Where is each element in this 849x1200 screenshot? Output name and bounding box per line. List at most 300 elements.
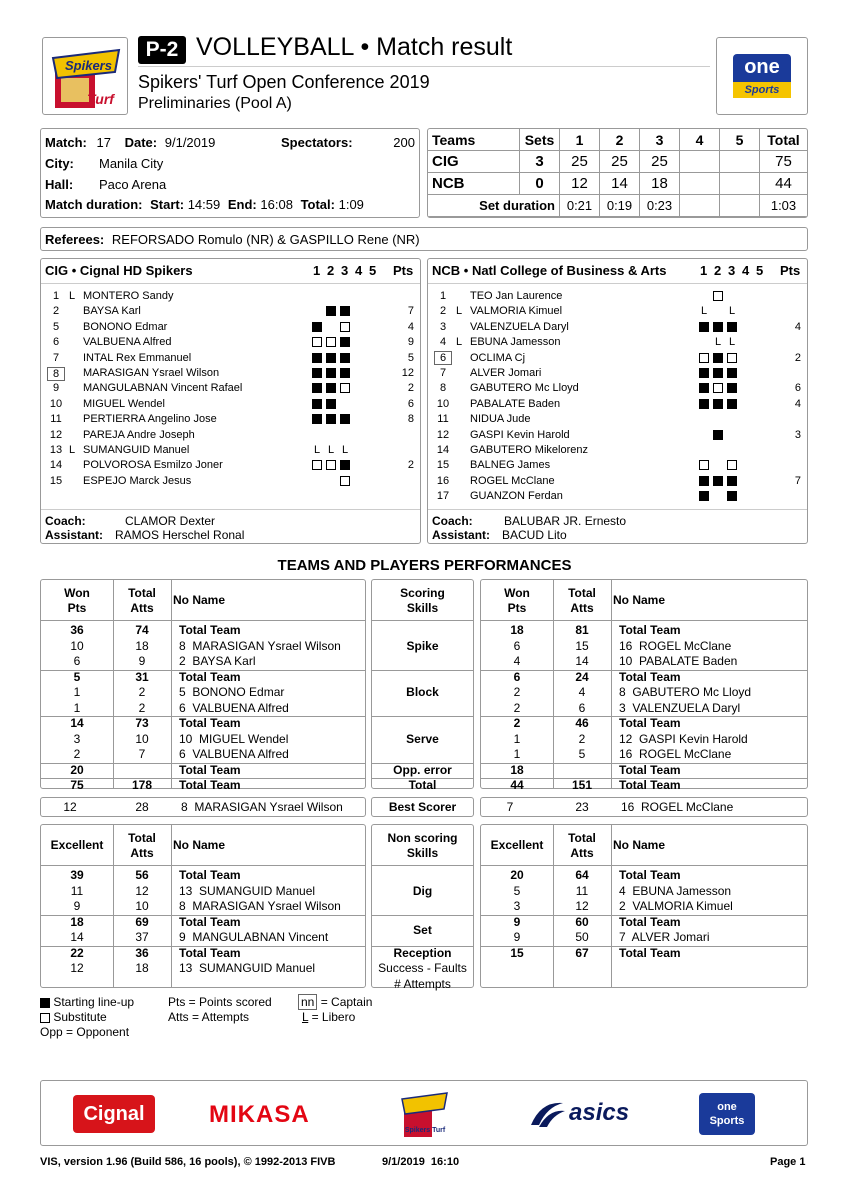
perf-value: 75 xyxy=(70,778,84,792)
legend-opp: Opp = Opponent xyxy=(40,1025,130,1039)
legend-substitute xyxy=(40,1010,107,1024)
set-lineup-cell xyxy=(698,458,710,473)
player-row xyxy=(428,474,807,489)
duration-line xyxy=(45,197,364,212)
scoring-left-box xyxy=(40,579,366,792)
best-scorer-name: 16 ROGEL McClane xyxy=(621,800,734,814)
set-lineup-cell xyxy=(698,351,710,366)
team-b-box xyxy=(427,258,808,544)
asics-stripes-icon xyxy=(527,1099,567,1129)
set-lineup-cell xyxy=(325,381,337,396)
perf-value: 18 xyxy=(510,623,524,637)
perf-attempts: 11 xyxy=(575,883,589,898)
perf-header-rule xyxy=(372,620,473,621)
sponsor-caption: Spikers Turf xyxy=(404,1127,446,1134)
perf-player: Total Team xyxy=(619,914,681,929)
hall-label: Hall: xyxy=(45,177,74,192)
starter-square-icon xyxy=(326,399,336,409)
set-lineup-cell xyxy=(339,412,351,427)
one-sports-sponsor-logo: one Sports xyxy=(699,1093,755,1135)
player-row xyxy=(428,289,807,304)
player-number: 12 xyxy=(436,428,450,441)
player-points: 8 xyxy=(407,413,414,426)
starter-square-icon xyxy=(727,491,737,501)
starter-square-icon xyxy=(312,368,322,378)
set-lineup-cell xyxy=(726,381,738,396)
substitute-square-icon xyxy=(40,1013,50,1023)
hall-value: Paco Arena xyxy=(99,177,167,192)
set-lineup-cell xyxy=(339,474,351,489)
starter-square-icon xyxy=(699,491,709,501)
end-value: 16:08 xyxy=(260,197,293,212)
perf-player: Total Team xyxy=(619,762,681,777)
perf-header: Total xyxy=(128,831,156,845)
player-number: 8 xyxy=(47,367,65,381)
substitute-square-icon xyxy=(340,322,350,332)
starter-square-icon xyxy=(40,998,50,1008)
referees-line xyxy=(45,232,420,247)
player-name: PABALATE Baden xyxy=(470,397,561,410)
starter-square-icon xyxy=(340,414,350,424)
set-lineup-cell xyxy=(712,381,724,396)
starter-square-icon xyxy=(326,368,336,378)
footer-version: VIS, version 1.96 (Build 586, 16 pools), © 1992-2013 FIVB xyxy=(40,1156,336,1168)
perf-player: Total Team xyxy=(179,868,241,882)
result-header: 5 xyxy=(720,129,760,151)
scoring-center-box xyxy=(371,579,474,793)
perf-player: 2 VALMORIA Kimuel xyxy=(619,899,733,913)
perf-value: 3 xyxy=(513,899,521,913)
best-scorer-atts: 28 xyxy=(135,800,149,814)
perf-player: 6 VALBUENA Alfred xyxy=(179,747,289,761)
pts-header: Pts xyxy=(393,263,414,278)
result-header: 4 xyxy=(680,129,720,151)
player-name: MANGULABNAN Vincent Rafael xyxy=(83,382,243,395)
player-name: BAYSA Karl xyxy=(83,305,141,318)
perf-value: 1 xyxy=(513,747,521,761)
set-duration: 0:19 xyxy=(600,195,640,217)
perf-player: 13 SUMANGUID Manuel xyxy=(179,961,316,975)
libero-mark: L xyxy=(302,1010,309,1024)
player-row xyxy=(41,381,420,396)
starter-square-icon xyxy=(699,368,709,378)
perf-player: Total Team xyxy=(179,945,241,960)
perf-value: 14 xyxy=(70,930,84,944)
team-a-rule xyxy=(41,283,420,284)
team-a-roster xyxy=(41,289,420,489)
player-points: 3 xyxy=(794,428,801,441)
starter-square-icon xyxy=(713,476,723,486)
player-points: 2 xyxy=(407,382,414,395)
perf-attempts: 50 xyxy=(575,930,589,944)
perf-value: 18 xyxy=(70,914,84,929)
starter-square-icon xyxy=(312,353,322,363)
skill-label: Block xyxy=(406,685,439,700)
set-lineup-cell xyxy=(339,458,351,473)
player-row xyxy=(41,474,420,489)
result-box xyxy=(427,128,808,218)
set-libero-mark: L xyxy=(327,443,335,456)
skill-group-rule xyxy=(372,670,473,671)
best-scorer-label: Best Scorer xyxy=(388,800,457,814)
team-b-title: NCB • Natl College of Business & Arts xyxy=(432,263,667,278)
player-points: 9 xyxy=(407,336,414,349)
perf-attempts: 36 xyxy=(135,945,149,960)
player-number: 3 xyxy=(439,320,447,333)
player-number: 14 xyxy=(436,443,450,456)
best-scorer-pts: 12 xyxy=(63,800,77,814)
perf-attempts: 14 xyxy=(575,654,589,668)
player-name: GASPI Kevin Harold xyxy=(470,428,570,441)
player-row xyxy=(41,351,420,366)
set-lineup-cell xyxy=(325,304,337,319)
captain-box: nn xyxy=(298,994,317,1010)
set-libero-mark: L xyxy=(728,336,736,349)
perf-player: Total Team xyxy=(619,623,681,637)
team-b-rule xyxy=(428,283,807,284)
match-date: 9/1/2019 xyxy=(164,135,216,150)
phase-name: Preliminaries (Pool A) xyxy=(138,95,292,112)
perf-value: 22 xyxy=(70,945,84,960)
end-label: End: xyxy=(227,197,257,212)
perf-attempts: 9 xyxy=(138,654,146,668)
player-row xyxy=(428,428,807,443)
perf-header: Scoring xyxy=(400,586,445,600)
coach-name: BALUBAR JR. Ernesto xyxy=(504,514,627,528)
city-value: Manila City xyxy=(99,156,164,171)
set-libero-mark: L xyxy=(700,305,708,318)
team-b-assistant xyxy=(432,528,567,542)
player-row xyxy=(41,366,420,381)
substitute-square-icon xyxy=(326,460,336,470)
substitute-square-icon xyxy=(699,353,709,363)
set-lineup-cell xyxy=(712,320,724,335)
set-lineup-cell xyxy=(726,320,738,335)
perf-value: 10 xyxy=(70,638,84,653)
cignal-logo: Cignal xyxy=(73,1095,155,1133)
skill-group-rule xyxy=(372,716,473,717)
set-lineup-cell xyxy=(726,351,738,366)
player-points: 2 xyxy=(794,351,801,364)
player-name: INTAL Rex Emmanuel xyxy=(83,351,192,364)
set-lineup-cell xyxy=(339,351,351,366)
player-row xyxy=(41,335,420,350)
set-lineup-cell xyxy=(325,366,337,381)
nonscoring-right-box xyxy=(480,824,808,988)
player-row xyxy=(428,381,807,396)
legend-text: = Captain xyxy=(320,995,373,1009)
perf-attempts: 2 xyxy=(138,700,146,715)
set-libero-mark: L xyxy=(728,305,736,318)
perf-attempts: 46 xyxy=(575,716,589,730)
perf-attempts: 18 xyxy=(135,961,149,975)
player-row xyxy=(41,304,420,319)
perf-attempts: 60 xyxy=(575,914,589,929)
starter-square-icon xyxy=(340,306,350,316)
player-number: 17 xyxy=(436,490,450,503)
pts-header: Pts xyxy=(780,263,801,278)
set-lineup-cell xyxy=(311,381,323,396)
set-lineup-cell xyxy=(311,458,323,473)
player-name: ALVER Jomari xyxy=(470,366,542,379)
player-points: 7 xyxy=(794,474,801,487)
player-name: BALNEG James xyxy=(470,459,551,472)
perf-player: 8 MARASIGAN Ysrael Wilson xyxy=(179,899,341,913)
perf-player: 10 PABALATE Baden xyxy=(619,654,738,668)
set-score: 25 xyxy=(600,151,640,173)
assistant-name: RAMOS Herschel Ronal xyxy=(115,528,245,542)
perf-value: 2 xyxy=(513,700,521,715)
perf-attempts: 73 xyxy=(135,716,149,730)
perf-player: 5 BONONO Edmar xyxy=(179,685,285,699)
best-scorer-name: 8 MARASIGAN Ysrael Wilson xyxy=(181,800,343,814)
result-header: Teams xyxy=(428,129,520,151)
perf-header-rule xyxy=(481,620,807,621)
match-line-1 xyxy=(45,135,215,150)
total-points: 75 xyxy=(760,151,808,173)
set-lineup-cell xyxy=(712,397,724,412)
set-score: 25 xyxy=(560,151,600,173)
perf-attempts: 178 xyxy=(131,778,153,792)
player-number: 8 xyxy=(439,382,447,395)
skill-label: Spike xyxy=(406,638,439,653)
set-lineup-cell xyxy=(311,320,323,335)
skill-label: Reception xyxy=(393,945,452,960)
mikasa-logo: MIKASA xyxy=(209,1101,310,1128)
substitute-square-icon xyxy=(340,476,350,486)
set-score xyxy=(680,173,720,195)
libero-flag: L xyxy=(456,336,463,349)
perf-header: Pts xyxy=(507,601,527,615)
starter-square-icon xyxy=(713,368,723,378)
legend-atts: Atts = Attempts xyxy=(168,1010,250,1024)
libero-flag: L xyxy=(69,443,76,456)
player-number: 10 xyxy=(436,397,450,410)
player-row xyxy=(41,458,420,473)
set-lineup-cell xyxy=(698,381,710,396)
footer-timestamp: 9/1/2019 16:10 xyxy=(382,1156,460,1168)
skill-label: Total xyxy=(408,778,437,793)
spikers-turf-logo xyxy=(51,42,121,112)
starter-square-icon xyxy=(326,353,336,363)
perf-attempts: 5 xyxy=(578,747,586,761)
player-name: VALENZUELA Daryl xyxy=(470,320,569,333)
player-name: POLVOROSA Esmilzo Joner xyxy=(83,459,223,472)
legend-captain xyxy=(298,995,372,1009)
skill-label: Set xyxy=(413,922,432,937)
set-score: 25 xyxy=(640,151,680,173)
libero-flag: L xyxy=(456,305,463,318)
perf-value: 5 xyxy=(513,883,521,898)
starter-square-icon xyxy=(340,353,350,363)
start-label: Start: xyxy=(150,197,185,212)
team-b-roster xyxy=(428,289,807,504)
player-name: BONONO Edmar xyxy=(83,320,168,333)
perf-attempts: 24 xyxy=(575,669,589,684)
player-name: TEO Jan Laurence xyxy=(470,289,563,302)
starter-square-icon xyxy=(340,460,350,470)
perf-header: Pts xyxy=(67,601,87,615)
legend-text: Substitute xyxy=(53,1010,107,1024)
skill-group-rule xyxy=(372,915,473,916)
skill-label: # Attempts xyxy=(394,976,451,991)
result-header: 3 xyxy=(640,129,680,151)
svg-text:Spikers: Spikers xyxy=(65,58,112,73)
result-header: 2 xyxy=(600,129,640,151)
perf-attempts: 151 xyxy=(571,778,593,792)
perf-header: Atts xyxy=(130,846,154,860)
set-score xyxy=(680,151,720,173)
player-name: MARASIGAN Ysrael Wilson xyxy=(83,366,220,379)
set-lineup-cell xyxy=(325,458,337,473)
perf-col-rule xyxy=(611,825,612,987)
player-row xyxy=(41,320,420,335)
perf-attempts: 31 xyxy=(135,669,149,684)
player-row xyxy=(428,335,807,350)
set-lineup-cell xyxy=(712,428,724,443)
perf-player: 3 VALENZUELA Daryl xyxy=(619,700,741,715)
perf-value: 39 xyxy=(70,868,84,882)
substitute-square-icon xyxy=(713,291,723,301)
perf-header: No Name xyxy=(613,838,666,852)
libero-flag: L xyxy=(69,289,76,302)
set-header: 2 xyxy=(714,263,722,278)
player-row xyxy=(428,489,807,504)
starter-square-icon xyxy=(727,383,737,393)
starter-square-icon xyxy=(326,306,336,316)
result-header: Sets xyxy=(520,129,560,151)
perf-player: 12 GASPI Kevin Harold xyxy=(619,731,748,746)
set-header: 4 xyxy=(355,263,363,278)
set-libero-mark: L xyxy=(341,443,349,456)
substitute-square-icon xyxy=(312,460,322,470)
perf-player: Total Team xyxy=(179,716,241,730)
perf-attempts: 10 xyxy=(135,899,149,913)
perf-attempts: 37 xyxy=(135,930,149,944)
set-lineup-cell xyxy=(325,351,337,366)
perf-attempts: 67 xyxy=(575,945,589,960)
starter-square-icon xyxy=(699,383,709,393)
perf-attempts: 81 xyxy=(575,623,589,637)
player-name: MIGUEL Wendel xyxy=(83,397,165,410)
player-name: PERTIERRA Angelino Jose xyxy=(83,413,217,426)
set-score xyxy=(720,173,760,195)
player-points: 6 xyxy=(407,397,414,410)
nonscoring-left-box xyxy=(40,824,366,988)
perf-value: 2 xyxy=(513,685,521,699)
asics-wordmark: asics xyxy=(569,1099,630,1126)
page-title: VOLLEYBALL • Match result xyxy=(196,33,513,61)
player-row xyxy=(428,397,807,412)
player-name: VALBUENA Alfred xyxy=(83,336,172,349)
perf-col-rule xyxy=(171,825,172,987)
set-header: 3 xyxy=(341,263,349,278)
player-name: MONTERO Sandy xyxy=(83,289,174,302)
substitute-square-icon xyxy=(727,460,737,470)
perf-value: 2 xyxy=(513,716,521,730)
player-row xyxy=(41,289,420,304)
substitute-square-icon xyxy=(340,383,350,393)
result-row xyxy=(428,173,808,195)
player-number: 15 xyxy=(436,459,450,472)
set-lineup-cell xyxy=(311,397,323,412)
total-points: 44 xyxy=(760,173,808,195)
player-number: 4 xyxy=(439,336,447,349)
player-row xyxy=(41,412,420,427)
perf-value: 6 xyxy=(73,654,81,668)
set-header: 1 xyxy=(700,263,708,278)
perf-value: 9 xyxy=(513,930,521,944)
player-row xyxy=(428,304,807,319)
player-name: SUMANGUID Manuel xyxy=(83,443,190,456)
perf-player: Total Team xyxy=(619,868,681,882)
player-name: ROGEL McClane xyxy=(470,474,555,487)
set-lineup-cell xyxy=(339,335,351,350)
player-name: VALMORIA Kimuel xyxy=(470,305,563,318)
page-badge: P-2 xyxy=(138,36,186,64)
substitute-square-icon xyxy=(713,383,723,393)
starter-square-icon xyxy=(326,414,336,424)
result-row xyxy=(428,151,808,173)
team-a-assistant xyxy=(45,528,244,542)
set-lineup-cell xyxy=(712,366,724,381)
perf-attempts: 64 xyxy=(575,868,589,882)
set-duration xyxy=(720,195,760,217)
perf-value: 20 xyxy=(70,762,84,777)
starter-square-icon xyxy=(312,399,322,409)
set-header: 3 xyxy=(728,263,736,278)
perf-attempts: 15 xyxy=(575,638,589,653)
player-number: 11 xyxy=(437,413,449,426)
perf-attempts: 69 xyxy=(135,914,149,929)
perf-value: 1 xyxy=(73,685,81,699)
perf-value: 9 xyxy=(513,914,521,929)
referees-label: Referees: xyxy=(45,232,105,247)
sets-won: 0 xyxy=(520,173,560,195)
perf-col-rule xyxy=(171,580,172,788)
legend xyxy=(40,995,540,1045)
set-lineup-cell xyxy=(726,397,738,412)
result-table xyxy=(427,128,808,217)
player-points: 2 xyxy=(407,459,414,472)
perf-player: Total Team xyxy=(179,623,241,637)
result-header: Total xyxy=(760,129,808,151)
perf-attempts: 12 xyxy=(135,883,149,898)
player-points: 12 xyxy=(401,366,414,379)
team-b-coach xyxy=(432,514,626,528)
perf-header: No Name xyxy=(173,838,226,852)
perf-player: Total Team xyxy=(179,778,241,792)
result-header: 1 xyxy=(560,129,600,151)
perf-player: Total Team xyxy=(619,716,681,730)
player-row xyxy=(41,443,420,458)
team-a-box xyxy=(40,258,421,544)
perf-value: 6 xyxy=(513,638,521,653)
nonscoring-center-box xyxy=(371,824,474,991)
set-lineup-cell xyxy=(712,474,724,489)
starter-square-icon xyxy=(699,476,709,486)
perf-player: 8 GABUTERO Mc Lloyd xyxy=(619,685,752,699)
assistant-label: Assistant: xyxy=(45,528,104,542)
player-number: 10 xyxy=(49,397,63,410)
set-duration-row xyxy=(428,195,808,217)
header-logo-box xyxy=(42,37,128,115)
perf-attempts: 18 xyxy=(135,638,149,653)
perf-value: 3 xyxy=(73,731,81,746)
set-lineup-cell xyxy=(339,304,351,319)
player-points: 4 xyxy=(407,320,414,333)
perf-attempts: 7 xyxy=(138,747,146,761)
